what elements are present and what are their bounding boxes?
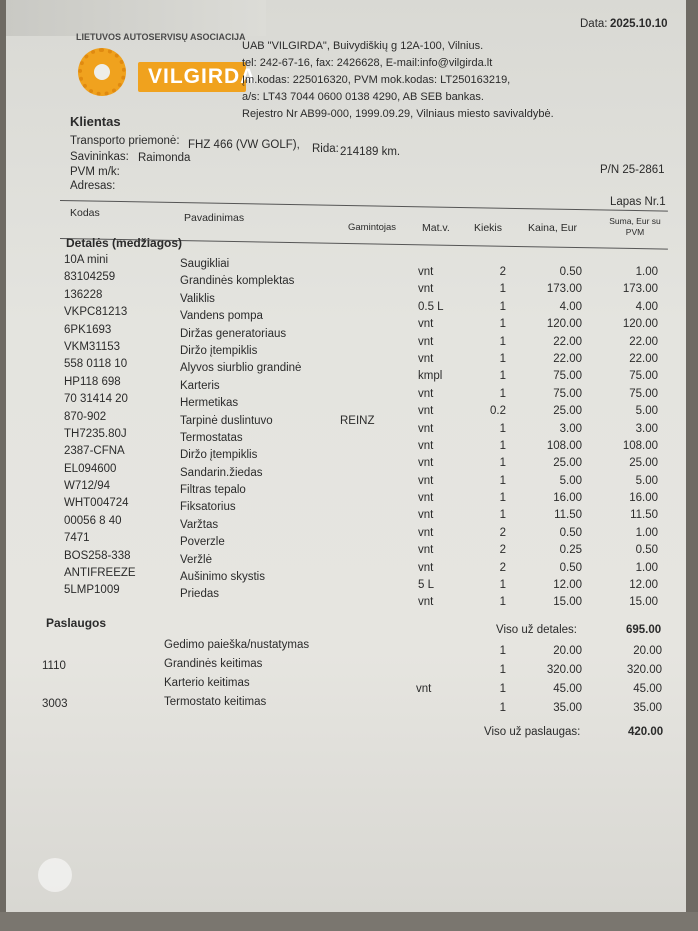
part-sum: 75.00	[629, 387, 658, 400]
part-price: 12.00	[553, 579, 582, 592]
part-name: Aušinimo skystis	[180, 571, 265, 584]
part-sum: 120.00	[622, 318, 658, 331]
service-price: 20.00	[553, 645, 582, 657]
part-unit: vnt	[418, 544, 434, 557]
service-qty: 1	[499, 683, 506, 695]
part-qty: 2	[499, 544, 506, 557]
part-manufacturer	[340, 378, 400, 395]
service-code: 1110	[42, 660, 66, 672]
part-code: 10A mini	[64, 254, 109, 266]
part-manufacturer	[340, 482, 400, 499]
parts-manufacturer-column	[340, 256, 400, 621]
owner-value: Raimonda	[138, 152, 191, 164]
part-qty: 1	[499, 300, 506, 313]
service-code	[42, 638, 102, 657]
company-line-4: a/s: LT43 7044 0600 0138 4290, AB SEB bankas.	[242, 91, 484, 103]
part-price: 4.00	[559, 300, 582, 313]
part-unit: vnt	[418, 352, 434, 365]
part-qty: 1	[499, 352, 506, 365]
parts-code-column	[64, 252, 184, 617]
mileage-value: 214189 km.	[340, 146, 401, 158]
part-name: Veržlė	[180, 553, 212, 566]
part-qty: 1	[499, 509, 506, 522]
part-code: 6PK1693	[64, 323, 112, 336]
part-manufacturer	[340, 604, 400, 621]
services-total-label: Viso už paslaugas:	[484, 726, 581, 738]
part-sum: 22.00	[629, 335, 658, 348]
service-price: 45.00	[553, 683, 582, 695]
part-manufacturer	[340, 273, 400, 290]
part-name: Tarpinė duslintuvo	[180, 414, 273, 427]
parts-name-column	[180, 256, 350, 621]
part-qty: 1	[499, 596, 506, 609]
part-manufacturer	[340, 360, 400, 377]
service-code: 3003	[42, 698, 68, 710]
part-unit: vnt	[418, 405, 434, 418]
part-price: 173.00	[546, 283, 582, 296]
service-name: Grandinės keitimas	[164, 658, 263, 670]
part-price: 22.00	[553, 352, 582, 365]
part-sum: 1.00	[635, 561, 658, 574]
part-name: Diržas generatoriaus	[180, 327, 287, 340]
part-name: Saugikliai	[180, 258, 230, 270]
part-qty: 1	[499, 474, 506, 487]
service-sum: 320.00	[626, 664, 662, 676]
part-manufacturer	[340, 552, 400, 569]
part-qty: 2	[499, 266, 506, 278]
part-manufacturer	[340, 517, 400, 534]
service-name: Gedimo paieška/nustatymas	[164, 639, 310, 651]
part-qty: 1	[499, 370, 506, 383]
company-logo	[138, 62, 257, 92]
part-unit: kmpl	[418, 370, 443, 383]
part-manufacturer	[340, 256, 400, 273]
pn-number: P/N 25-2861	[600, 164, 665, 176]
parts-unit-column	[418, 264, 458, 612]
part-code: 83104259	[64, 271, 116, 284]
part-qty: 2	[499, 526, 506, 539]
header-price: Kaina, Eur	[528, 222, 578, 234]
services-unit-column	[416, 642, 456, 718]
part-unit: vnt	[418, 439, 434, 452]
part-sum: 16.00	[629, 492, 658, 505]
services-qty-column	[462, 642, 506, 718]
vehicle-label: Transporto priemonė:	[70, 135, 180, 147]
part-code: BOS258-338	[64, 549, 131, 562]
part-code: EL094600	[64, 462, 117, 475]
part-sum: 173.00	[622, 283, 658, 296]
part-price: 22.00	[553, 335, 582, 348]
association-text: LIETUVOS AUTOSERVISŲ ASOCIACIJA	[76, 32, 246, 42]
part-price: 3.00	[559, 422, 582, 435]
service-qty: 1	[499, 645, 506, 657]
mileage-label: Rida:	[312, 143, 339, 155]
service-qty: 1	[499, 702, 506, 714]
parts-qty-column	[456, 264, 506, 612]
service-sum: 45.00	[633, 683, 662, 695]
part-code: TH7235.80J	[64, 427, 127, 440]
client-title: Klientas	[70, 114, 121, 129]
service-unit	[416, 699, 456, 718]
service-unit	[416, 642, 456, 661]
part-code: 870-902	[64, 410, 107, 423]
services-total-value: 420.00	[628, 726, 664, 738]
part-unit: vnt	[418, 266, 434, 278]
part-code: WHT004724	[64, 497, 129, 510]
part-price: 11.50	[554, 509, 582, 522]
part-name: Alyvos siurblio grandinė	[180, 362, 302, 375]
date-label: Data:	[580, 18, 608, 30]
part-manufacturer	[340, 534, 400, 551]
company-line-2: tel: 242-67-16, fax: 2426628, E-mail:info@vilgirda.lt	[242, 57, 493, 69]
part-name: Priedas	[180, 588, 219, 601]
part-manufacturer	[340, 465, 400, 482]
part-qty: 1	[499, 579, 506, 592]
part-name: Grandinės komplektas	[180, 275, 295, 288]
part-manufacturer	[340, 395, 400, 412]
bottom-background	[0, 912, 698, 931]
header-name: Pavadinimas	[184, 212, 245, 224]
part-manufacturer	[340, 291, 400, 308]
part-price: 0.25	[559, 544, 582, 557]
logo-text: VILGIRDA	[148, 65, 257, 88]
part-unit: vnt	[418, 526, 434, 539]
part-unit: vnt	[418, 596, 434, 609]
part-qty: 1	[499, 387, 506, 400]
part-price: 75.00	[553, 387, 582, 400]
part-manufacturer	[340, 586, 400, 603]
service-name: Termostato keitimas	[164, 696, 267, 708]
part-sum: 0.50	[635, 544, 658, 557]
services-name-column	[164, 636, 364, 712]
watermark-logo-icon	[38, 858, 72, 892]
part-sum: 5.00	[635, 405, 658, 418]
part-sum: 5.00	[635, 474, 658, 487]
vehicle-value: FHZ 466 (VW GOLF),	[188, 139, 300, 151]
part-unit: vnt	[418, 492, 434, 505]
part-qty: 1	[499, 492, 506, 505]
header-unit: Mat.v.	[422, 222, 450, 234]
part-unit: vnt	[418, 457, 434, 470]
page-number: Lapas Nr.1	[610, 196, 666, 208]
part-sum: 1.00	[635, 526, 658, 539]
gear-logo-icon	[78, 48, 126, 96]
part-unit: 5 L	[418, 579, 434, 592]
part-name: Filtras tepalo	[180, 484, 246, 497]
part-unit: vnt	[418, 283, 434, 296]
part-manufacturer	[340, 308, 400, 325]
part-sum: 3.00	[635, 422, 658, 435]
part-manufacturer	[340, 569, 400, 586]
part-qty: 1	[499, 283, 506, 296]
parts-total-label: Viso už detales:	[496, 624, 577, 636]
part-code: 00056 8 40	[64, 514, 122, 527]
part-manufacturer	[340, 343, 400, 360]
part-unit: vnt	[418, 422, 434, 435]
service-code	[42, 676, 102, 695]
company-line-5: Rejestro Nr AB99-000, 1999.09.29, Vilniaus miesto savivaldybė.	[242, 108, 554, 120]
part-name: Fiksatorius	[180, 501, 236, 514]
part-price: 15.00	[553, 596, 582, 609]
part-sum: 25.00	[629, 457, 658, 470]
part-code: ANTIFREEZE	[64, 567, 136, 580]
part-price: 120.00	[546, 318, 582, 331]
part-sum: 15.00	[629, 596, 658, 609]
part-sum: 11.50	[630, 509, 658, 522]
parts-section-title: Detalės (medžiagos)	[66, 236, 183, 250]
part-qty: 1	[499, 457, 506, 470]
part-code: 136228	[64, 288, 103, 301]
part-manufacturer	[340, 430, 400, 447]
company-line-1: UAB "VILGIRDA", Buivydiškių g 12A-100, Vilnius.	[242, 40, 484, 52]
part-code: W712/94	[64, 480, 111, 493]
part-unit: 0.5 L	[418, 300, 444, 313]
part-price: 0.50	[559, 526, 582, 539]
service-price: 320.00	[546, 664, 582, 676]
part-price: 0.50	[559, 561, 582, 574]
part-unit: vnt	[418, 335, 434, 348]
part-name: Sandarin.žiedas	[180, 466, 263, 479]
part-sum: 1.00	[635, 266, 658, 278]
part-unit: vnt	[418, 509, 434, 522]
address-label: Adresas:	[70, 180, 116, 192]
date-value: 2025.10.10	[610, 18, 668, 30]
table-top-border	[60, 200, 668, 212]
part-unit: vnt	[418, 474, 434, 487]
part-manufacturer: REINZ	[340, 414, 375, 427]
part-name: Poverzle	[180, 536, 225, 549]
part-sum: 22.00	[629, 352, 658, 365]
part-qty: 1	[499, 422, 506, 435]
services-section-title: Paslaugos	[46, 616, 107, 630]
part-code: 7471	[64, 532, 90, 545]
part-code: 2387-CFNA	[64, 445, 125, 458]
service-name: Karterio keitimas	[164, 677, 250, 689]
part-code: HP118 698	[64, 375, 121, 388]
part-name: Varžtas	[180, 518, 219, 531]
service-sum: 20.00	[633, 645, 662, 657]
services-price-column	[518, 642, 582, 718]
part-unit: vnt	[418, 387, 434, 400]
part-qty: 1	[499, 335, 506, 348]
service-sum: 35.00	[633, 702, 662, 714]
part-price: 0.50	[559, 266, 582, 278]
part-price: 25.00	[553, 405, 582, 418]
part-code	[64, 600, 184, 617]
part-price: 16.00	[553, 492, 582, 505]
part-qty: 2	[499, 561, 506, 574]
part-name: Termostatas	[180, 431, 243, 444]
part-qty: 0.2	[490, 405, 506, 418]
part-name	[180, 604, 350, 621]
part-code: 5LMP1009	[64, 584, 120, 597]
vat-label: PVM m/k:	[70, 166, 120, 178]
part-unit: vnt	[418, 318, 434, 331]
part-sum: 108.00	[622, 439, 658, 452]
part-price: 5.00	[559, 474, 582, 487]
header-manufacturer: Gamintojas	[348, 222, 397, 233]
part-code: 70 31414 20	[64, 393, 128, 406]
service-unit	[416, 661, 456, 680]
company-line-3: Įm.kodas: 225016320, PVM mok.kodas: LT250163219,	[242, 74, 511, 86]
service-price: 35.00	[553, 702, 582, 714]
part-price: 25.00	[553, 457, 582, 470]
part-sum: 75.00	[629, 370, 658, 383]
part-code: VKPC81213	[64, 306, 128, 319]
part-unit: vnt	[418, 561, 434, 574]
parts-sum-column	[594, 264, 658, 612]
part-name: Vandens pompa	[180, 310, 263, 323]
services-code-column	[42, 638, 102, 714]
header-code: Kodas	[70, 207, 100, 219]
part-manufacturer	[340, 447, 400, 464]
part-code: VKM31153	[64, 340, 121, 353]
owner-label: Savininkas:	[70, 151, 129, 163]
part-name: Diržo įtempiklis	[180, 449, 258, 462]
part-code: 558 0118 10	[64, 358, 128, 371]
part-name: Karteris	[180, 379, 220, 392]
part-name: Hermetikas	[180, 397, 239, 410]
header-sum: Suma, Eur su PVM	[609, 216, 661, 237]
part-price: 75.00	[553, 370, 582, 383]
header-qty: Kiekis	[474, 222, 503, 234]
part-name: Diržo įtempiklis	[180, 344, 258, 357]
part-sum: 4.00	[635, 300, 658, 313]
parts-total-value: 695.00	[626, 624, 662, 636]
part-price: 108.00	[546, 439, 582, 452]
part-qty: 1	[499, 318, 506, 331]
paper-fold-shadow	[6, 0, 266, 36]
part-qty: 1	[499, 439, 506, 452]
part-manufacturer	[340, 499, 400, 516]
parts-price-column	[518, 264, 582, 612]
part-sum: 12.00	[629, 579, 658, 592]
part-name: Valiklis	[180, 292, 215, 305]
service-unit: vnt	[416, 683, 432, 695]
invoice-sheet	[6, 0, 686, 931]
services-sum-column	[598, 642, 662, 718]
part-manufacturer	[340, 326, 400, 343]
service-qty: 1	[499, 664, 506, 676]
